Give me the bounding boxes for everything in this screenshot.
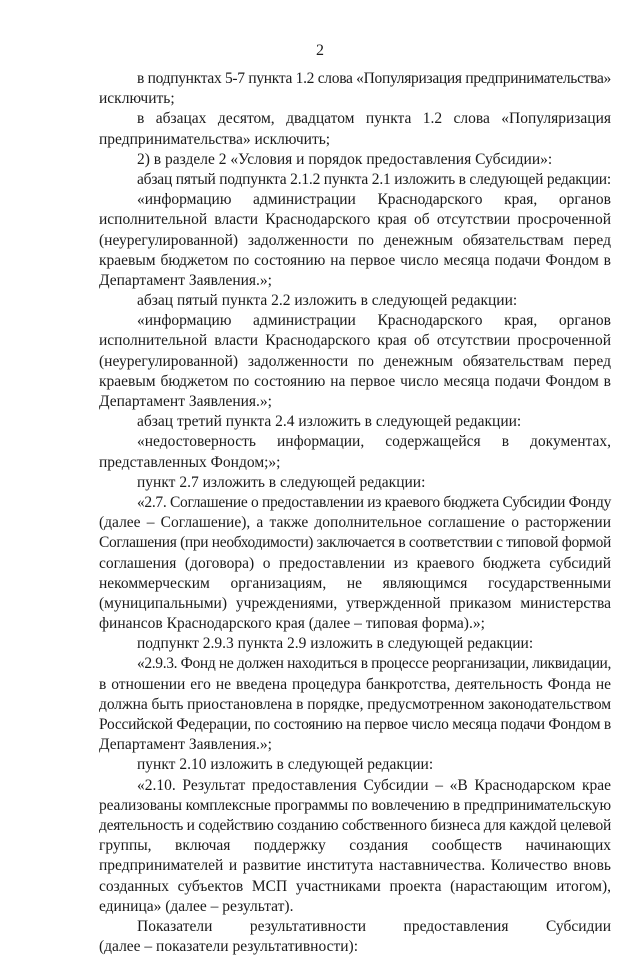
text-line: «информацию администрации Краснодарского края, органов — [137, 312, 611, 330]
text-line: в отношении его не введена процедура банкротства, деятельность Фонда не — [99, 675, 611, 693]
text-line: (далее – Соглашение), а также дополнительное соглашение о расторжении — [99, 514, 611, 532]
text-line: (муниципальными) учреждениями, утвержденной приказом министерства — [99, 594, 611, 612]
text-line: «информацию администрации Краснодарского края, органов — [137, 191, 611, 209]
text-line: (неурегулированной) задолженности по денежным обязательствам перед — [99, 352, 611, 370]
text-line: абзац пятый пункта 2.2 изложить в следующей редакции: — [137, 292, 518, 310]
text-line: предпринимателей и развитие института наставничества. Количество вновь — [99, 857, 611, 875]
text-line: (далее – показатели результативности): — [99, 938, 359, 956]
text-line: пункт 2.10 изложить в следующей редакции: — [137, 756, 434, 774]
text-line: представленных Фондом;»; — [99, 453, 281, 471]
text-line: Соглашения (при необходимости) заключается в соответствии с типовой формой — [99, 534, 611, 552]
text-line: финансов Краснодарского края (далее – типовая форма).»; — [99, 615, 485, 633]
text-line: некоммерческим организациям, не являющимся государственными — [99, 574, 611, 592]
text-line: должна быть приостановлена в порядке, предусмотренном законодательством — [99, 695, 611, 713]
text-line: краевым бюджетом по состоянию на первое число месяца подачи Фондом в — [99, 372, 611, 390]
text-line: подпункт 2.9.3 пункта 2.9 изложить в следующей редакции: — [137, 635, 534, 653]
text-line: «2.7. Соглашение о предоставлении из краевого бюджета Субсидии Фонду — [137, 493, 611, 511]
text-line: исключить; — [99, 90, 175, 108]
text-line: «2.9.3. Фонд не должен находиться в процессе реорганизации, ликвидации, — [137, 655, 611, 673]
text-line: пункт 2.7 изложить в следующей редакции: — [137, 473, 426, 491]
text-line: абзац третий пункта 2.4 изложить в следующей редакции: — [137, 413, 522, 431]
text-line: «недостоверность информации, содержащейся в документах, — [137, 433, 611, 451]
text-line: Показатели результативности предоставления Субсидии — [137, 917, 611, 935]
text-line: реализованы комплексные программы по вовлечению в предпринимательскую — [99, 796, 611, 814]
text-line: группы, включая поддержку создания сообществ начинающих — [99, 837, 611, 855]
text-line: в подпунктах 5-7 пункта 1.2 слова «Популяризация предпринимательства» — [137, 70, 611, 87]
text-line: деятельность и содействию созданию собственного бизнеса для каждой целевой — [99, 816, 612, 834]
text-line: соглашения (договора) о предоставлении из краевого бюджета субсидий — [99, 554, 611, 572]
text-line: Департамент Заявления.»; — [99, 736, 272, 754]
text-line: 2) в разделе 2 «Условия и порядок предоставления Субсидии»: — [137, 150, 553, 168]
text-line: (неурегулированной) задолженности по денежным обязательствам перед — [99, 231, 611, 249]
text-line: Департамент Заявления.»; — [99, 271, 272, 289]
page-number: 2 — [316, 42, 324, 59]
text-line: краевым бюджетом по состоянию на первое число месяца подачи Фондом в — [99, 251, 611, 269]
text-line: созданных субъектов МСП участниками проекта (нарастающим итогом), — [99, 877, 611, 895]
text-line: в абзацах десятом, двадцатом пункта 1.2 слова «Популяризация — [137, 110, 611, 128]
document-body — [99, 69, 611, 957]
text-line: единица» (далее – результат). — [99, 897, 294, 915]
text-line: исполнительной власти Краснодарского края об отсутствии просроченной — [99, 211, 611, 229]
text-line: абзац пятый подпункта 2.1.2 пункта 2.1 изложить в следующей редакции: — [137, 170, 611, 188]
text-line: исполнительной власти Краснодарского края об отсутствии просроченной — [99, 332, 611, 350]
text-line: Российской Федерации, по состоянию на первое число месяца подачи Фондом в — [99, 716, 611, 733]
text-line: «2.10. Результат предоставления Субсидии – «В Краснодарском крае — [137, 776, 611, 794]
text-line: Департамент Заявления.»; — [99, 393, 272, 410]
text-line: предпринимательства» исключить; — [99, 130, 331, 148]
